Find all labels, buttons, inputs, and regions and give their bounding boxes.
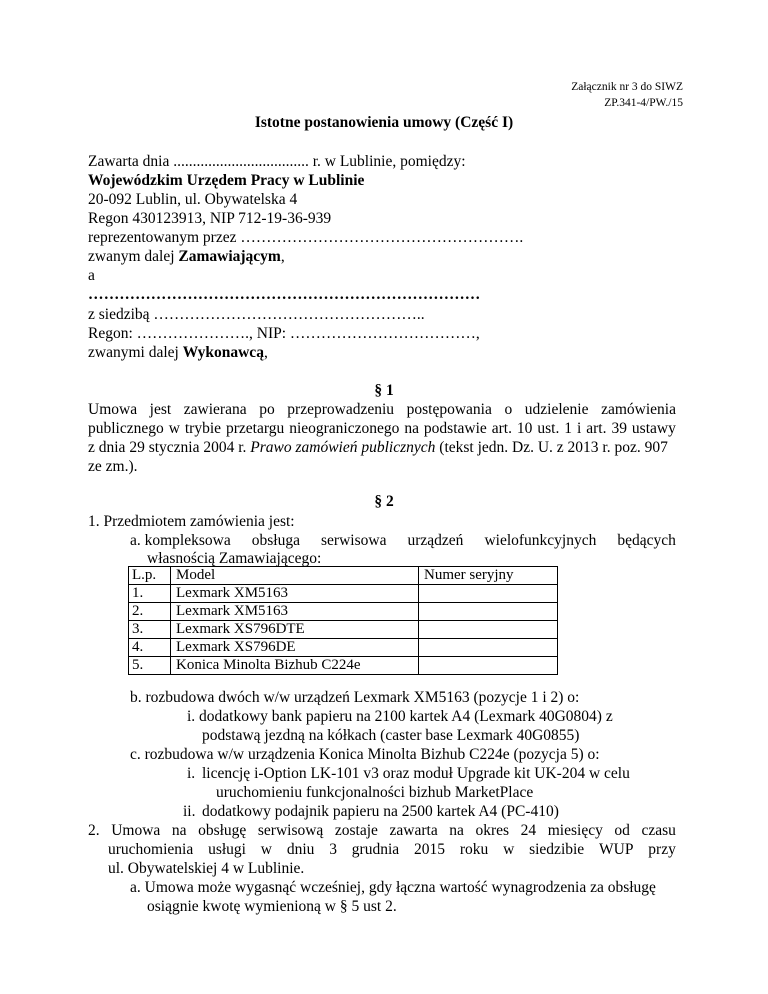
contractor-seat: z siedzibą …………………………………………….. <box>88 306 425 323</box>
contractor-alias-suffix: , <box>263 344 268 361</box>
section-1-line-3-end: (tekst jedn. Dz. U. z 2013 r. poz. 907 <box>435 439 668 456</box>
word: wielofunkcyjnych <box>484 532 597 549</box>
row-serial <box>419 639 558 657</box>
word: zamówienia <box>601 401 676 418</box>
word: Umowa <box>88 401 138 418</box>
item-1a-line-2: własnością Zamawiającego: <box>147 550 322 567</box>
client-address: 20-092 Lublin, ul. Obywatelska 4 <box>88 191 298 208</box>
row-model: Lexmark XS796DTE <box>171 621 419 639</box>
word: jest <box>149 401 172 418</box>
row-lp: 5. <box>129 657 171 675</box>
word: grudnia <box>351 841 400 858</box>
client-alias-suffix: , <box>280 248 285 265</box>
word: zawarta <box>389 822 438 839</box>
word: okres <box>475 822 510 839</box>
row-serial <box>419 657 558 675</box>
conjunction-a: a <box>88 267 95 284</box>
header-serial: Numer seryjny <box>419 567 558 585</box>
word: urządzeń <box>407 532 464 549</box>
item-2-line-2 <box>108 840 676 860</box>
word: o <box>504 401 513 418</box>
word: publicznego <box>88 420 164 437</box>
word: po <box>259 401 275 418</box>
section-1-line-2 <box>88 419 676 439</box>
word: przetargu <box>225 420 285 437</box>
section-1-line-3 <box>88 438 668 458</box>
section-1-heading: § 1 <box>374 382 394 399</box>
word: 1 <box>564 420 573 437</box>
word: ustawy <box>631 420 676 437</box>
section-1-line-3-start: z dnia 29 stycznia 2004 r. <box>88 439 251 456</box>
row-model: Lexmark XS796DE <box>171 639 419 657</box>
word: przeprowadzeniu <box>287 401 395 418</box>
item-1c-i-line-2: uruchomieniu funkcjonalności bizhub MarketPlace <box>216 784 534 801</box>
item-1b-i-line-2: podstawą jezdną na kółkach (caster base Lexmark 40G0855) <box>202 727 580 744</box>
table-row <box>129 657 558 675</box>
client-alias-prefix: zwanym dalej <box>88 248 179 265</box>
item-2a-line-2: osiągnie kwotę wymienioną w § 5 ust 2. <box>147 898 397 915</box>
word: miesięcy <box>547 822 603 839</box>
word: będących <box>617 532 676 549</box>
item-1c-ii: dodatkowy podajnik papieru na 2500 kartek A4 (PC-410) <box>202 803 559 820</box>
item-2a-line-1: a. Umowa może wygasnąć wcześniej, gdy łączna wartość wynagrodzenia za obsługę <box>130 879 656 896</box>
word: art. <box>491 420 512 437</box>
word: siedzibie <box>529 841 585 858</box>
row-serial <box>419 603 558 621</box>
word: w <box>260 841 272 858</box>
row-lp: 3. <box>129 621 171 639</box>
table-header-row <box>129 567 558 585</box>
reference-number: ZP.341-4/PW./15 <box>604 97 683 109</box>
client-representative: reprezentowanym przez ………………………………………………. <box>88 229 524 246</box>
word: serwisową <box>257 822 324 839</box>
item-1c-i-number: i. <box>187 765 196 782</box>
row-model: Lexmark XM5163 <box>171 585 419 603</box>
word: postępowania <box>406 401 492 418</box>
word: w <box>168 420 180 437</box>
item-1c: c. rozbudowa w/w urządzenia Konica Minolta Bizhub C224e (pozycja 5) o: <box>130 746 600 763</box>
table-row <box>129 603 558 621</box>
word: na <box>404 420 419 437</box>
table-row <box>129 621 558 639</box>
row-lp: 4. <box>129 639 171 657</box>
word: art. <box>586 420 607 437</box>
row-model: Konica Minolta Bizhub C224e <box>171 657 419 675</box>
table-row <box>129 639 558 657</box>
word: od <box>614 822 630 839</box>
client-name: Wojewódzkim Urzędem Pracy w Lublinie <box>88 172 365 189</box>
item-1b: b. rozbudowa dwóch w/w urządzeń Lexmark XM5163 (pozycje 1 i 2) o: <box>130 689 580 706</box>
item-1a-line-1 <box>130 531 676 551</box>
client-alias: Zamawiającym <box>178 248 281 265</box>
word: serwisowa <box>321 532 387 549</box>
attachment-label: Załącznik nr 3 do SIWZ <box>571 81 683 93</box>
devices-table <box>128 566 558 675</box>
contractor-alias-prefix: zwanymi dalej <box>88 344 183 361</box>
header-model: Model <box>171 567 419 585</box>
word: zawierana <box>183 401 247 418</box>
section-2-heading: § 2 <box>374 493 394 510</box>
word: obsługa <box>251 532 300 549</box>
section-1-line-1 <box>88 400 676 420</box>
table-row <box>129 585 558 603</box>
word: dniu <box>286 841 315 858</box>
client-regon-nip: Regon 430123913, NIP 712-19-36-939 <box>88 210 332 227</box>
document-title: Istotne postanowienia umowy (Część I) <box>254 114 514 131</box>
word: ust. <box>537 420 560 437</box>
word: 2015 <box>413 841 445 858</box>
word: Umowa <box>111 822 161 839</box>
header-lp: L.p. <box>129 567 171 585</box>
word: WUP <box>599 841 634 858</box>
row-lp: 2. <box>129 603 171 621</box>
word: na <box>449 822 464 839</box>
item-1c-i-line-1: licencję i-Option LK-101 v3 oraz moduł Upgrade kit UK-204 w celu <box>202 765 630 782</box>
word: i <box>577 420 582 437</box>
word: uruchomienia <box>108 841 194 858</box>
word: 10 <box>516 420 533 437</box>
word: 3 <box>329 841 337 858</box>
item-1: 1. Przedmiotem zamówienia jest: <box>88 513 295 530</box>
word: udzielenie <box>524 401 589 418</box>
act-title: Prawo zamówień publicznych <box>250 439 436 456</box>
word: przy <box>648 841 676 858</box>
intro-date-line: Zawarta dnia ................................... r. w Lublinie, pomiędzy: <box>88 153 466 170</box>
word: obsługę <box>198 822 247 839</box>
word: a. kompleksowa <box>130 532 231 549</box>
item-1c-ii-number: ii. <box>183 803 196 820</box>
item-2-line-3: ul. Obywatelskiej 4 w Lublinie. <box>108 860 305 877</box>
word: na <box>171 822 187 839</box>
word: trybie <box>184 420 222 437</box>
item-1b-i-line-1: i. dodatkowy bank papieru na 2100 kartek A4 (Lexmark 40G0804) z <box>187 708 613 725</box>
word: 39 <box>611 420 627 437</box>
word: podstawie <box>423 420 487 437</box>
word: zostaje <box>334 822 378 839</box>
row-lp: 1. <box>129 585 171 603</box>
contractor-alias-line <box>88 343 268 363</box>
row-serial <box>419 621 558 639</box>
contractor-regon-nip: Regon: …………………., NIP: ………………………………, <box>88 325 480 342</box>
section-1-line-4: ze zm.). <box>88 458 138 475</box>
word: 24 <box>520 822 537 839</box>
word: usługi <box>208 841 246 858</box>
word: 2. <box>88 822 100 839</box>
row-model: Lexmark XM5163 <box>171 603 419 621</box>
word: roku <box>459 841 489 858</box>
word: nieograniczonego <box>289 420 400 437</box>
item-2-line-1 <box>88 821 676 841</box>
word: w <box>503 841 515 858</box>
client-alias-line <box>88 247 285 267</box>
contractor-name-placeholder: ………………………………………………………………… <box>88 286 481 303</box>
word: czasu <box>641 822 676 839</box>
contractor-alias: Wykonawcą <box>182 344 264 361</box>
row-serial <box>419 585 558 603</box>
